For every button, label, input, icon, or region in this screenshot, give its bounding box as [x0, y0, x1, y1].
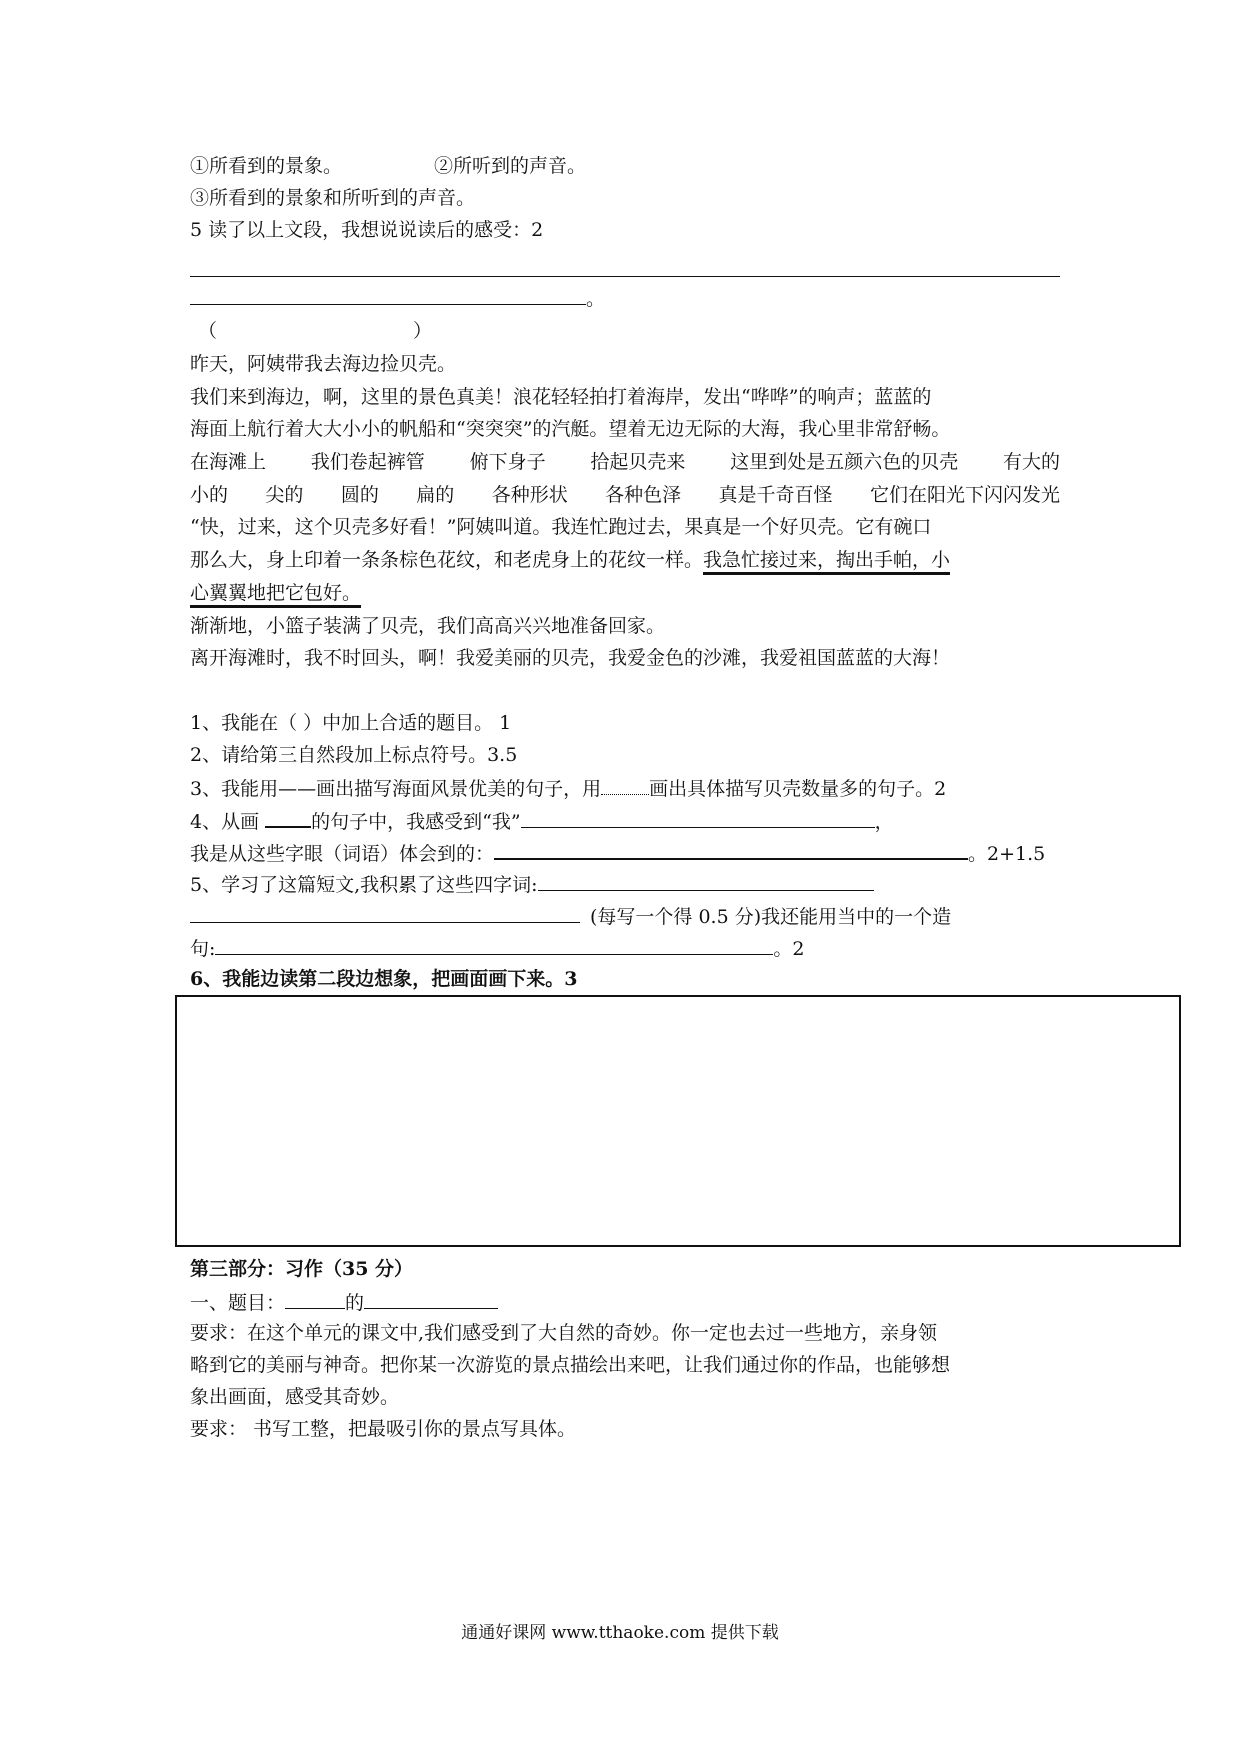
drawing-box[interactable] [175, 995, 1181, 1247]
passage-p3-line2: 小的 尖的 圆的 扁的 各种形状 各种色泽 真是千奇百怪 它们在阳光下闪闪发光 [190, 484, 1060, 506]
answer-line-2: 。 [190, 282, 605, 314]
part3-heading: 第三部分：习作（35 分） [190, 1258, 414, 1280]
passage-p4-line2: 那么大，身上印着一条条棕色花纹，和老虎身上的花纹一样。我急忙接过来，掏出手帕，小 [190, 545, 950, 575]
question-1: 1、我能在（ ）中加上合适的题目。 1 [190, 712, 512, 734]
passage-p2-line1: 我们来到海边，啊，这里的景色真美！浪花轻轻拍打着海岸，发出“哗哗”的响声；蓝蓝的 [190, 386, 932, 408]
question-5-line3: 句: 。2 [190, 932, 805, 964]
passage-p3-line1: 在海滩上 我们卷起裤管 俯下身子 拾起贝壳来 这里到处是五颜六色的贝壳 有大的 [190, 451, 1060, 473]
requirement-line2: 略到它的美丽与神奇。把你某一次游览的景点描绘出来吧，让我们通过你的作品，也能够想 [190, 1354, 951, 1376]
option-2: ②所听到的声音。 [434, 155, 587, 177]
option-3: ③所看到的景象和所听到的声音。 [190, 187, 476, 209]
requirement-line3: 象出画面，感受其奇妙。 [190, 1386, 400, 1408]
wavy-underline-mark [601, 772, 649, 795]
question-4: 4、从画 的句子中，我感受到“我” ， [190, 804, 894, 837]
composition-topic: 一、题目： 的 [190, 1286, 498, 1318]
question-6: 6、我能边读第二段边想象，把画面画下来。3 [190, 968, 578, 990]
question-5-line2: (每写一个得 0.5 分)我还能用当中的一个造 [190, 900, 951, 932]
underlined-sentence: 我急忙接过来，掏出手帕，小 [703, 549, 950, 575]
passage-p5: 渐渐地，小篮子装满了贝壳，我们高高兴兴地准备回家。 [190, 615, 666, 637]
requirement-2: 要求： 书写工整，把最吸引你的景点写具体。 [190, 1418, 577, 1440]
passage-p6: 离开海滩时，我不时回头，啊！我爱美丽的贝壳，我爱金色的沙滩，我爱祖国蓝蓝的大海！ [190, 647, 951, 669]
footer: 通通好课网 www.tthaoke.com 提供下载 [461, 1623, 779, 1643]
question-2: 2、请给第三自然段加上标点符号。3.5 [190, 744, 518, 766]
requirement-line1: 要求：在这个单元的课文中,我们感受到了大自然的奇妙。你一定也去过一些地方，亲身领 [190, 1322, 938, 1344]
passage-p2-line2: 海面上航行着大大小小的帆船和“突突突”的汽艇。望着无边无际的大海，我心里非常舒畅。 [190, 418, 951, 440]
passage-p1: 昨天，阿姨带我去海边捡贝壳。 [190, 353, 457, 375]
title-blank: （ ） [198, 320, 433, 342]
option-1: ①所看到的景象。 ②所听到的声音。 [190, 155, 587, 177]
question-4-line2: 我是从这些字眼（词语）体会到的： 。2+1.5 [190, 836, 1045, 869]
q5-feeling: 5 读了以上文段，我想说说读后的感受：2 [190, 219, 544, 241]
question-3: 3、我能用——画出描写海面风景优美的句子，用 画出具体描写贝壳数量多的句子。2 [190, 772, 946, 804]
passage-p4-line1: “快，过来，这个贝壳多好看！”阿姨叫道。我连忙跑过去，果真是一个好贝壳。它有碗口 [190, 516, 932, 538]
answer-line [190, 276, 1060, 277]
question-5: 5、学习了这篇短文,我积累了这些四字词: [190, 868, 874, 900]
passage-p4-line3: 心翼翼地把它包好。 [190, 578, 361, 608]
